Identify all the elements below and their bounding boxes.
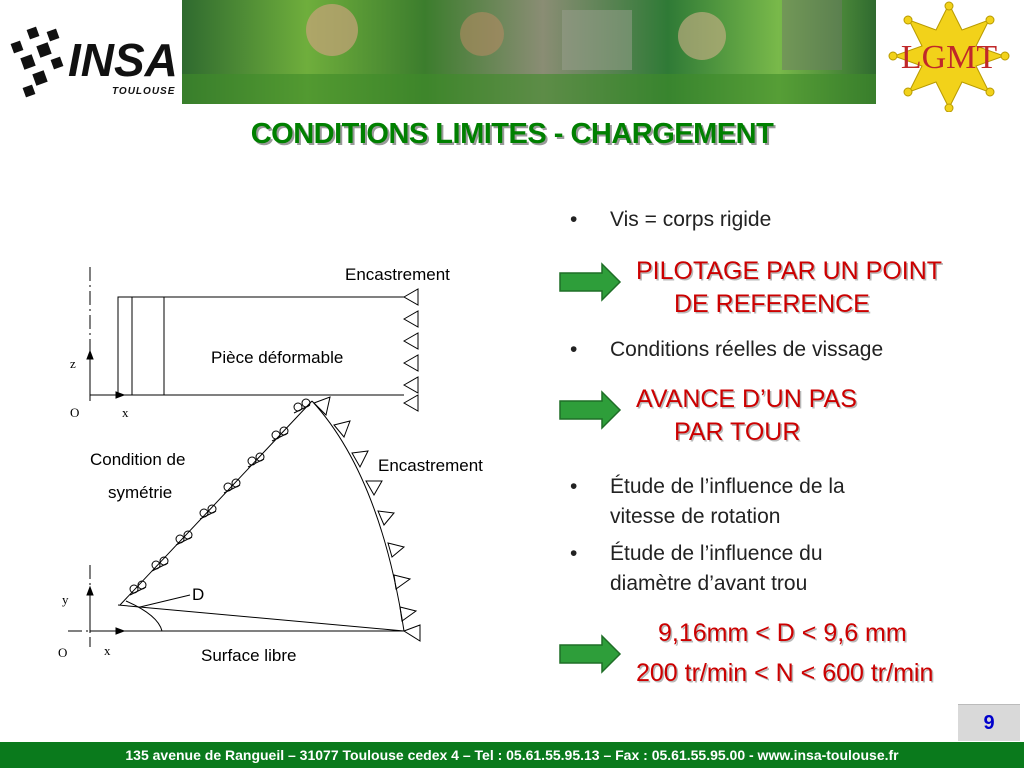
result-1-line1: PILOTAGE PAR UN POINT — [636, 257, 943, 285]
axis-bottom-horizontal-label: x — [104, 643, 111, 658]
label-condition-line1: Condition de — [90, 450, 186, 469]
footer-address: 135 avenue de Rangueil – 31077 Toulouse cedex 4 – Tel : 05.61.55.95.13 – Fax : 05.61.55.95.00 - www.insa-toulouse.fr — [0, 742, 1024, 768]
bullet-4-line1: Étude de l’influence du — [610, 542, 823, 565]
label-encastrement-top: Encastrement — [345, 265, 450, 284]
bullet-dot: • — [570, 338, 578, 361]
bullet-dot: • — [570, 542, 578, 565]
bullet-3-line1: Étude de l’influence de la — [610, 475, 845, 498]
result-3-line2: 200 tr/min < N < 600 tr/min — [636, 659, 934, 687]
bullet-3 — [570, 472, 990, 532]
result-2-line2: PAR TOUR — [674, 418, 801, 446]
bullet-2 — [570, 335, 990, 365]
arrow-right-icon — [558, 262, 622, 302]
label-d: D — [192, 585, 205, 604]
bullet-3-line2: vitesse de rotation — [610, 505, 781, 528]
insa-logo — [8, 14, 180, 110]
header-banner-image — [182, 0, 876, 104]
label-piece-deformable: Pièce déformable — [211, 348, 344, 367]
label-encastrement-right: Encastrement — [378, 456, 483, 475]
label-surface-libre: Surface libre — [201, 646, 297, 665]
axis-top-horizontal-label: x — [122, 405, 129, 420]
encastrement-top-symbols — [404, 289, 418, 411]
bullet-dot: • — [570, 475, 578, 498]
result-3-line1: 9,16mm < D < 9,6 mm — [658, 619, 907, 647]
svg-text:INSA: INSA — [68, 34, 178, 86]
lgmt-logo — [884, 0, 1014, 112]
svg-text:LGMT: LGMT — [900, 39, 998, 76]
arrow-right-icon — [558, 634, 622, 674]
page-number: 9 — [958, 704, 1020, 741]
label-condition-line2: symétrie — [108, 483, 173, 502]
arrow-right-icon — [558, 390, 622, 430]
result-1-line2: DE REFERENCE — [674, 290, 870, 318]
axis-top-origin-label: O — [70, 405, 80, 420]
bullet-4-line2: diamètre d’avant trou — [610, 572, 808, 595]
axis-top-vertical-label: z — [70, 356, 76, 371]
encastrement-curve-symbols — [314, 397, 420, 641]
bullet-dot: • — [570, 208, 578, 231]
slide-title: CONDITIONS LIMITES - CHARGEMENT — [250, 118, 774, 150]
axis-bottom-vertical-label: y — [62, 592, 69, 607]
bullet-1 — [570, 205, 990, 235]
axis-bottom-origin-label: O — [58, 645, 68, 660]
svg-text:TOULOUSE: TOULOUSE — [112, 86, 176, 97]
result-2-line1: AVANCE D’UN PAS — [636, 385, 857, 413]
boundary-conditions-diagram — [40, 255, 530, 675]
bullet-1-text: Vis = corps rigide — [610, 208, 772, 231]
bullet-4 — [570, 539, 990, 599]
bullet-2-text: Conditions réelles de vissage — [610, 338, 884, 361]
